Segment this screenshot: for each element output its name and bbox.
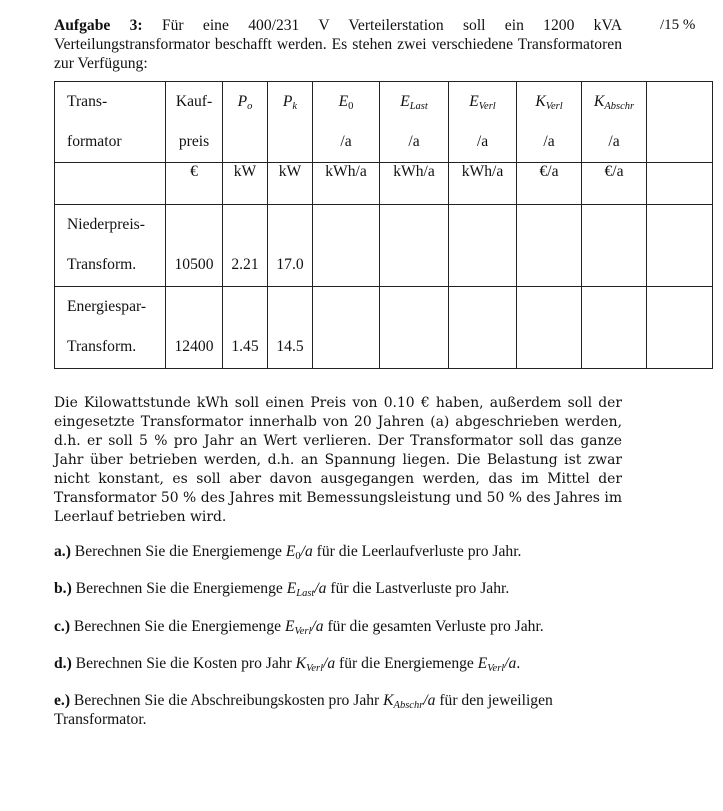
points-label: /15 % (660, 17, 696, 33)
e0-cell[interactable] (313, 287, 380, 369)
transformer-name: Niederpreis- Transform. (55, 205, 166, 287)
subtask-e: e.) Berechnen Sie die Abschreibungskosten pro Jahr $K_{Abschr}/a$ für den jeweiligen Transformator. (54, 692, 553, 728)
header-pk: $P_k$ (268, 82, 313, 163)
subtask-b: b.) Berechnen Sie die Energiemenge $E_{Last}/a$ für die Lastverluste pro Jahr. (54, 580, 510, 599)
unit-cell: kWh/a (449, 163, 517, 205)
table-row (55, 205, 713, 287)
header-kabschr: $K_{Abschr}$ /a (582, 82, 647, 163)
kabschr-cell[interactable] (582, 287, 647, 369)
unit-cell: € (166, 163, 223, 205)
header-elast: $E_{Last}$ /a (380, 82, 449, 163)
task-intro (54, 16, 622, 73)
kverl-cell[interactable] (517, 205, 582, 287)
elast-cell[interactable] (380, 287, 449, 369)
header-e0: $E_0$ /a (313, 82, 380, 163)
unit-cell (55, 163, 166, 205)
price-cell: 12400 (166, 287, 223, 369)
header-p0: $P_o$ (223, 82, 268, 163)
task-intro-text: Für eine 400/231 V Verteilerstation soll ein 1200 kVA Verteilungstransformator beschafft werden. Es stehen zwei verschiedene Transformatoren zur Verfügung: (54, 17, 622, 72)
everl-cell[interactable] (449, 205, 517, 287)
e0-cell[interactable] (313, 205, 380, 287)
unit-cell: kW (223, 163, 268, 205)
kverl-cell[interactable] (517, 287, 582, 369)
p0-cell: 2.21 (223, 205, 268, 287)
unit-cell: kWh/a (313, 163, 380, 205)
subtask-d: d.) Berechnen Sie die Kosten pro Jahr $K_{Verl}/a$ für die Energiemenge $E_{Verl}/a$. (54, 655, 521, 674)
pk-cell: 14.5 (268, 287, 313, 369)
header-kaufpreis: Kauf- preis (166, 82, 223, 163)
unit-cell (647, 163, 713, 205)
subtask-c: c.) Berechnen Sie die Energiemenge $E_{Verl}/a$ für die gesamten Verluste pro Jahr. (54, 618, 544, 637)
extra-cell[interactable] (647, 205, 713, 287)
task-label: Aufgabe 3: (54, 17, 143, 34)
pk-cell: 17.0 (268, 205, 313, 287)
unit-cell: kW (268, 163, 313, 205)
elast-cell[interactable] (380, 205, 449, 287)
unit-cell: €/a (582, 163, 647, 205)
header-kverl: $K_{Verl}$ /a (517, 82, 582, 163)
units-row (55, 163, 713, 205)
transformer-table (54, 81, 713, 369)
table-row (55, 287, 713, 369)
kabschr-cell[interactable] (582, 205, 647, 287)
header-everl: $E_{Verl}$ /a (449, 82, 517, 163)
unit-cell: kWh/a (380, 163, 449, 205)
price-cell: 10500 (166, 205, 223, 287)
p0-cell: 1.45 (223, 287, 268, 369)
description-paragraph: Die Kilowattstunde kWh soll einen Preis von 0.10 € haben, außerdem soll der eingesetzte Transformator innerhalb von 20 Jahren (a) abgeschrieben werden, d.h. er soll 5 % pro Jahr an Wert verlieren. Der Transformator soll das ganze Jahr über betrieben werden, d.h. an Spannung liegen. Die Belastung ist zwar nicht konstant, es soll aber davon ausgegangen werden, das im Mittel der Transformator 50 % des Jahres mit Bemessungsleistung und 50 % des Jahres im Leerlauf betrieben wird. (54, 395, 622, 525)
header-empty (647, 82, 713, 163)
extra-cell[interactable] (647, 287, 713, 369)
unit-cell: €/a (517, 163, 582, 205)
subtask-a: a.) Berechnen Sie die Energiemenge $E_0/a$ für die Leerlaufverluste pro Jahr. (54, 543, 522, 562)
everl-cell[interactable] (449, 287, 517, 369)
transformer-name: Energiespar- Transform. (55, 287, 166, 369)
header-transformator: Trans- formator (55, 82, 166, 163)
header-row (55, 82, 713, 163)
